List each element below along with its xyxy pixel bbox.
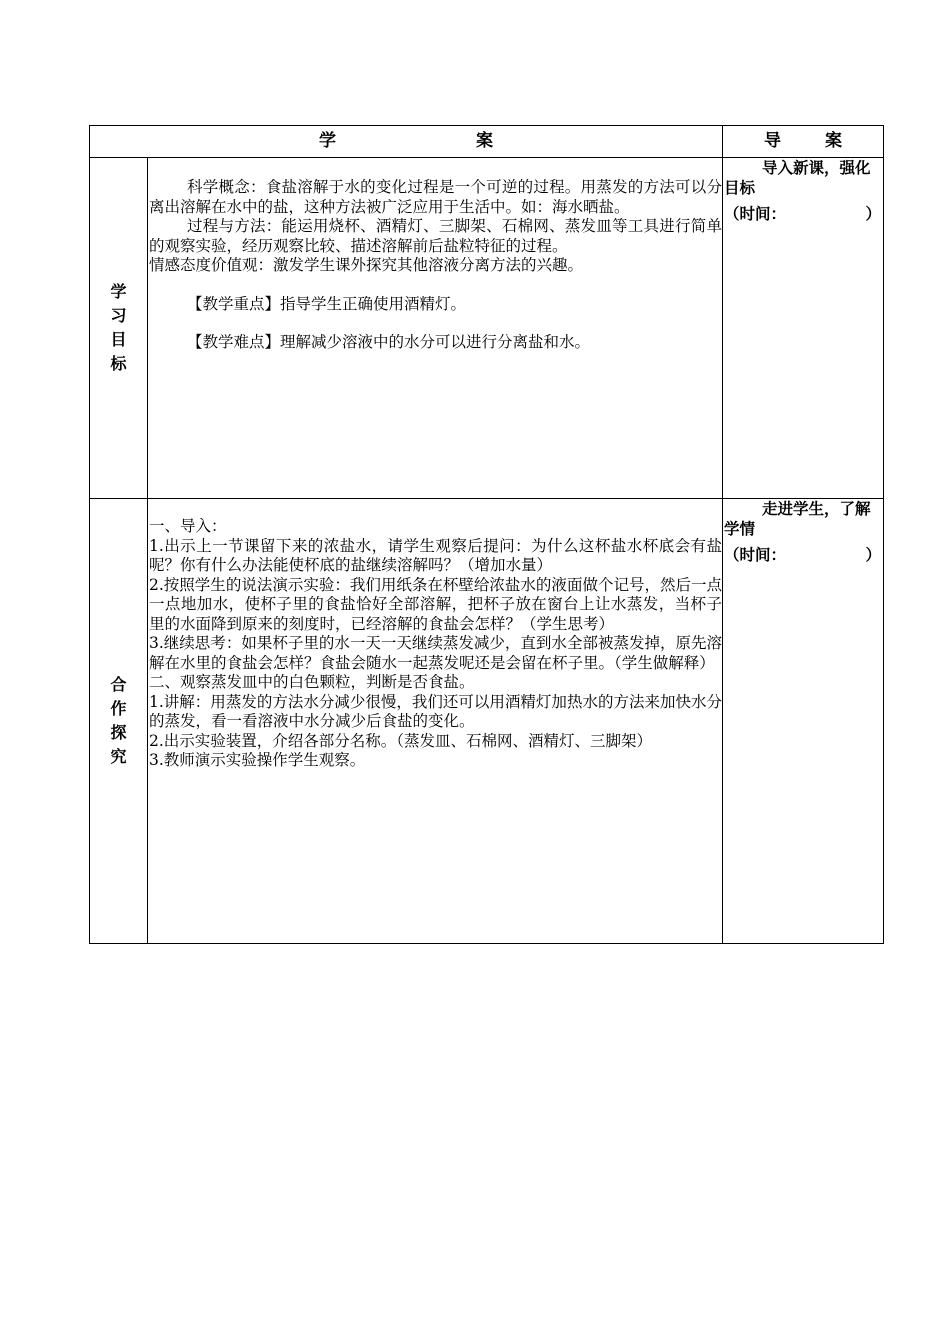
concept-paragraph: 科学概念：食盐溶解于水的变化过程是一个可逆的过程。用蒸发的方法可以分离出溶解在水中的盐，这种方法被广泛应用于生活中。如：海水晒盐。: [149, 178, 722, 216]
objectives-guide-cell: [723, 158, 884, 499]
exploration-guide-cell: [723, 499, 884, 944]
attitude-paragraph: 情感态度价值观：激发学生课外探究其他溶液分离方法的兴趣。: [149, 256, 584, 274]
lesson-plan-table: [89, 125, 884, 944]
step-3: 3.继续思考：如果杯子里的水一天一天继续蒸发减少，直到水全部被蒸发掉，原先溶解在水里的食盐会怎样？食盐会随水一起蒸发呢还是会留在杯子里。（学生做解释）: [149, 634, 722, 672]
exploration-guide-time: [724, 545, 881, 565]
time-close: ）: [865, 546, 881, 564]
header-right-char1: 导: [764, 131, 781, 151]
guide-plan-header: [723, 126, 884, 158]
exploration-guide-title: 走进学生，了解学情: [724, 500, 871, 538]
objectives-label: 学习目标: [110, 282, 127, 373]
exploration-row: [90, 499, 884, 944]
study-plan-header: [90, 126, 723, 158]
objectives-guide-title: 导入新课，强化目标: [724, 159, 871, 197]
exploration-label: 合作探究: [110, 675, 127, 766]
time-label: （时间：: [724, 546, 787, 564]
method-paragraph: 过程与方法：能运用烧杯、酒精灯、三脚架、石棉网、蒸发皿等工具进行简单的观察实验，经历观察比较、描述溶解前后盐粒特征的过程。: [149, 217, 722, 255]
header-row: [90, 126, 884, 158]
objectives-guide-time: [724, 204, 881, 224]
observe-step-1: 1.讲解：用蒸发的方法水分减少很慢，我们还可以用酒精灯加热水的方法来加快水分的蒸发，看一看溶液中水分减少后食盐的变化。: [149, 692, 722, 730]
objectives-row: [90, 158, 884, 499]
header-right-char2: 案: [825, 131, 842, 151]
intro-heading: 一、导入：: [149, 517, 227, 535]
exploration-content: [148, 499, 723, 944]
time-label: （时间：: [724, 205, 787, 223]
header-left-char1: 学: [319, 131, 336, 151]
key-point-paragraph: 【教学重点】指导学生正确使用酒精灯。: [187, 294, 467, 313]
step-2: 2.按照学生的说法演示实验：我们用纸条在杯壁给浓盐水的液面做个记号，然后一点一点地加水，使杯子里的食盐恰好全部溶解，把杯子放在窗台上让水蒸发，当杯子里的水面降到原来的刻度时，已经溶解的食盐会怎样？（学生思考）: [149, 575, 722, 633]
observe-step-3: 3.教师演示实验操作学生观察。: [149, 751, 366, 769]
difficult-point-paragraph: 【教学难点】理解减少溶液中的水分可以进行分离盐和水。: [187, 333, 591, 351]
objectives-content: [148, 158, 723, 499]
step-1: 1.出示上一节课留下来的浓盐水，请学生观察后提问：为什么这杯盐水杯底会有盐呢？你有什么办法能使杯底的盐继续溶解吗？（增加水量）: [149, 536, 722, 574]
exploration-side-cell: [90, 499, 148, 944]
observe-heading: 二、观察蒸发皿中的白色颗粒，判断是否食盐。: [149, 673, 475, 691]
objectives-side-cell: [90, 158, 148, 499]
header-left-char2: 案: [476, 131, 493, 151]
time-close: ）: [865, 205, 881, 223]
observe-step-2: 2.出示实验装置，介绍各部分名称。（蒸发皿、石棉网、酒精灯、三脚架）: [149, 731, 653, 750]
